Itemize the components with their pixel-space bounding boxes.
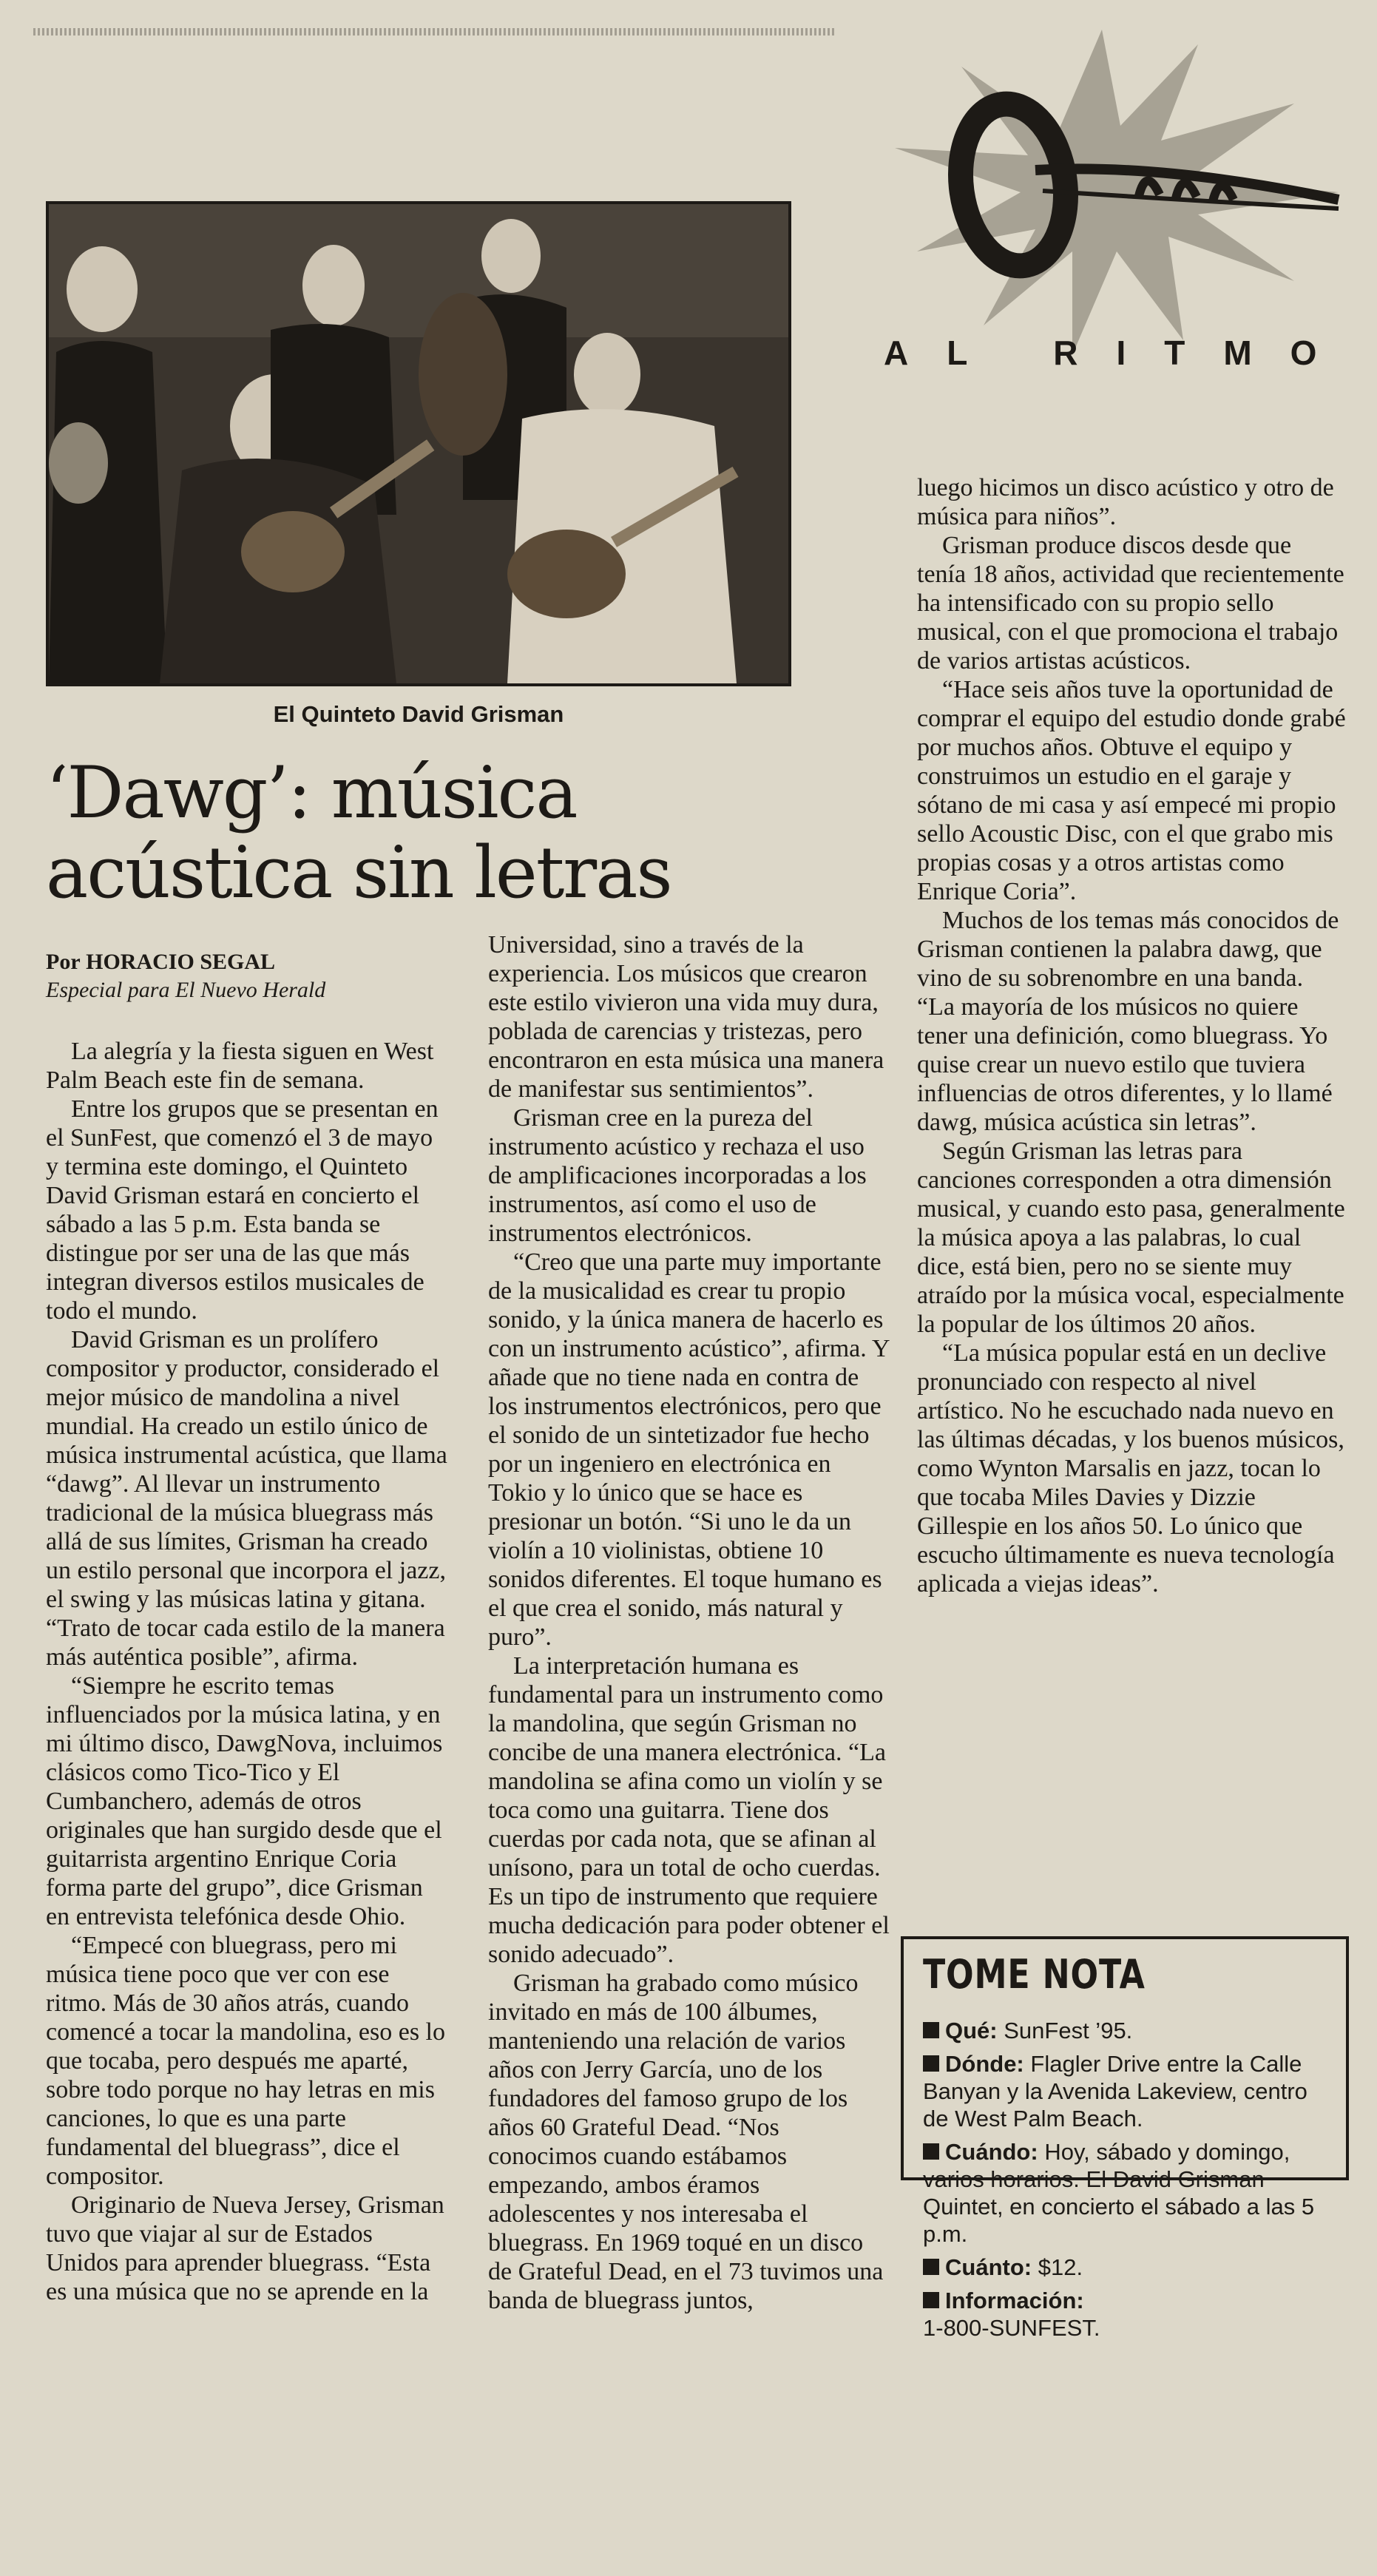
tome-nota-box	[901, 1936, 1349, 2341]
paragraph: “Hace seis años tuve la oportunidad de comprar el equipo del estudio donde grabé por muchos años. Obtuve el equipo y construimos un estudio en el garaje y sótano de mi casa y así empecé mi propio sello Acoustic Disc, con el que grabo mis propias cosas y a otros artistas como Enrique Coria”.	[917, 676, 1346, 905]
section-label: AL RITMO	[884, 334, 1356, 372]
paragraph: Según Grisman las letras para canciones corresponden a otra dimensión musical, y cuando esto pasa, generalmente la música apoya a las palabras, lo cual dice, está bien, pero no se siente muy atraído por la música vocal, especialmente la popular de los últimos 20 años.	[917, 1137, 1345, 1338]
bullet-square-icon	[923, 2292, 939, 2308]
paragraph: Muchos de los temas más conocidos de Grisman contienen la palabra dawg, que vino de su sobrenombre en una banda. “La mayoría de los músicos no quiere tener una definición, como bluegrass. Yo quise crear un nuevo estilo que tuviera influencias de otros diferentes, y lo llamé dawg, música acústica sin letras”.	[917, 907, 1339, 1136]
box-title: TOME NOTA	[923, 1951, 1146, 1998]
box-item-label: Qué:	[945, 2018, 998, 2043]
bullet-square-icon	[923, 2259, 939, 2275]
box-item-label: Cuándo:	[945, 2139, 1038, 2165]
box-item-value: Hoy, sábado y domingo, varios horarios. El David Grisman Quintet, en concierto el sábado a las 5 p.m.	[923, 2139, 1315, 2247]
paragraph: Grisman ha grabado como músico invitado en más de 100 álbumes, manteniendo una relación de varios años con Jerry García, uno de los fundadores del famoso grupo de los años 60 Grateful Dead. “Nos conocimos cuando estábamos empezando, ambos éramos adolescentes y nos interesaba el bluegrass. En 1969 toqué en un disco de Grateful Dead, en el 73 tuvimos una banda de bluegrass juntos,	[488, 1970, 884, 2314]
paragraph: David Grisman es un prolífero compositor y productor, considerado el mejor músico de mandolina a nivel mundial. Ha creado un estilo único de música instrumental acústica, que llama “dawg”. Al llevar un instrumento tradicional de la música bluegrass más allá de sus límites, Grisman ha creado un estilo personal que incorpora el jazz, el swing y las músicas latina y gitana. “Trato de tocar cada estilo de la manera más auténtica posible”, afirma.	[46, 1326, 447, 1671]
box-item-que	[923, 2017, 1327, 2044]
header-rule	[33, 28, 836, 36]
paragraph: La interpretación humana es fundamental para un instrumento como la mandolina, que según Grisman no concibe de una manera electrónica. “La mandolina se afina como un violín y se toca como una guitarra. Tiene dos cuerdas por cada nota, que se afinan al unísono, para un total de ocho cuerdas. Es un tipo de instrumento que requiere mucha dedicación para poder obtener el sonido adecuado”.	[488, 1652, 890, 1968]
bullet-square-icon	[923, 2022, 939, 2038]
headline	[46, 753, 785, 913]
trumpet-logo	[850, 15, 1368, 370]
band-photo	[46, 201, 791, 686]
box-item-value: Flagler Drive entre la Calle Banyan y la Avenida Lakeview, centro de West Palm Beach.	[923, 2051, 1307, 2132]
byline-author: HORACIO SEGAL	[86, 950, 276, 974]
box-item-informacion	[923, 2287, 1327, 2342]
paragraph: La alegría y la fiesta siguen en West Palm Beach este fin de semana.	[46, 1038, 434, 1094]
headline-line-1: ‘Dawg’: música	[46, 751, 577, 834]
box-item-cuando	[923, 2138, 1327, 2248]
box-item-value: $12.	[1038, 2254, 1083, 2280]
box-item-label: Dónde:	[945, 2051, 1024, 2077]
paragraph: Universidad, sino a través de la experiencia. Los músicos que crearon este estilo vivieron una vida muy dura, poblada de carencias y tristezas, pero encontraron en esta música una manera de manifestar sus sentimientos”.	[488, 931, 884, 1103]
article-column-3	[917, 473, 1346, 1598]
headline-line-2: acústica sin letras	[46, 831, 671, 914]
bullet-square-icon	[923, 2143, 939, 2160]
byline-prefix: Por	[46, 950, 81, 974]
paragraph: “Siempre he escrito temas influenciados por la música latina, y en mi último disco, DawgNova, incluimos clásicos como Tico-Tico y El Cumbanchero, además de otros originales que han surgido desde que el guitarrista argentino Enrique Coria forma parte del grupo”, dice Grisman en entrevista telefónica desde Ohio.	[46, 1672, 443, 1930]
box-item-value: SunFest ’95.	[1004, 2018, 1133, 2043]
bullet-square-icon	[923, 2055, 939, 2072]
article-column-1	[46, 1037, 449, 2306]
paragraph: “La música popular está en un declive pronunciado con respecto al nivel artístico. No he escuchado nada nuevo en las últimas décadas, y los buenos músicos, como Wynton Marsalis en jazz, tocan lo que tocaba Miles Davies y Dizzie Gillespie en los años 50. Lo único que escucho últimamente es nueva tecnología aplicada a viejas ideas”.	[917, 1339, 1344, 1598]
paragraph: Grisman cree en la pureza del instrumento acústico y rechaza el uso de amplificaciones incorporadas a los instrumentos, así como el uso de instrumentos electrónicos.	[488, 1104, 867, 1247]
paragraph: Originario de Nueva Jersey, Grisman tuvo que viajar al sur de Estados Unidos para aprender bluegrass. “Esta es una música que no se aprende en la	[46, 2191, 444, 2305]
paragraph: Entre los grupos que se presentan en el SunFest, que comenzó el 3 de mayo y termina este domingo, el Quinteto David Grisman estará en concierto el sábado a las 5 p.m. Esta banda se distingue por ser una de las que más integran diversos estilos musicales de todo el mundo.	[46, 1095, 439, 1325]
paragraph: luego hicimos un disco acústico y otro de música para niños”.	[917, 474, 1334, 530]
byline	[46, 948, 475, 1004]
article-column-2	[488, 930, 891, 2315]
byline-role: Especial para El Nuevo Herald	[46, 978, 326, 1002]
box-item-cuanto	[923, 2254, 1327, 2281]
paragraph: “Creo que una parte muy importante de la musicalidad es crear tu propio sonido, y la única manera de hacerlo es con un instrumento acústico”, afirma. Y añade que no tiene nada en contra de los instrumentos electrónicos, pero que el sonido de un sintetizador fue hecho por un ingeniero en electrónica en Tokio y lo único que se hace es presionar un botón. “Si uno le da un violín a 10 violinistas, obtiene 10 sonidos diferentes. El toque humano es el que crea el sonido, más natural y puro”.	[488, 1248, 890, 1651]
box-item-donde	[923, 2050, 1327, 2132]
box-item-value: 1-800-SUNFEST.	[923, 2315, 1100, 2341]
box-item-label: Información:	[945, 2288, 1084, 2313]
paragraph: “Empecé con bluegrass, pero mi música tiene poco que ver con ese ritmo. Más de 30 años atrás, cuando comencé a tocar la mandolina, eso es lo que tocaba, pero después me aparté, sobre todo porque no hay letras en mis canciones, lo que es una parte fundamental del bluegrass”, dice el compositor.	[46, 1932, 445, 2190]
paragraph: Grisman produce discos desde que tenía 18 años, actividad que recientemente ha intensificado con su propio sello musical, con el que promociona el trabajo de varios artistas acústicos.	[917, 532, 1344, 675]
box-item-label: Cuánto:	[945, 2254, 1032, 2280]
photo-caption: El Quinteto David Grisman	[273, 701, 564, 727]
